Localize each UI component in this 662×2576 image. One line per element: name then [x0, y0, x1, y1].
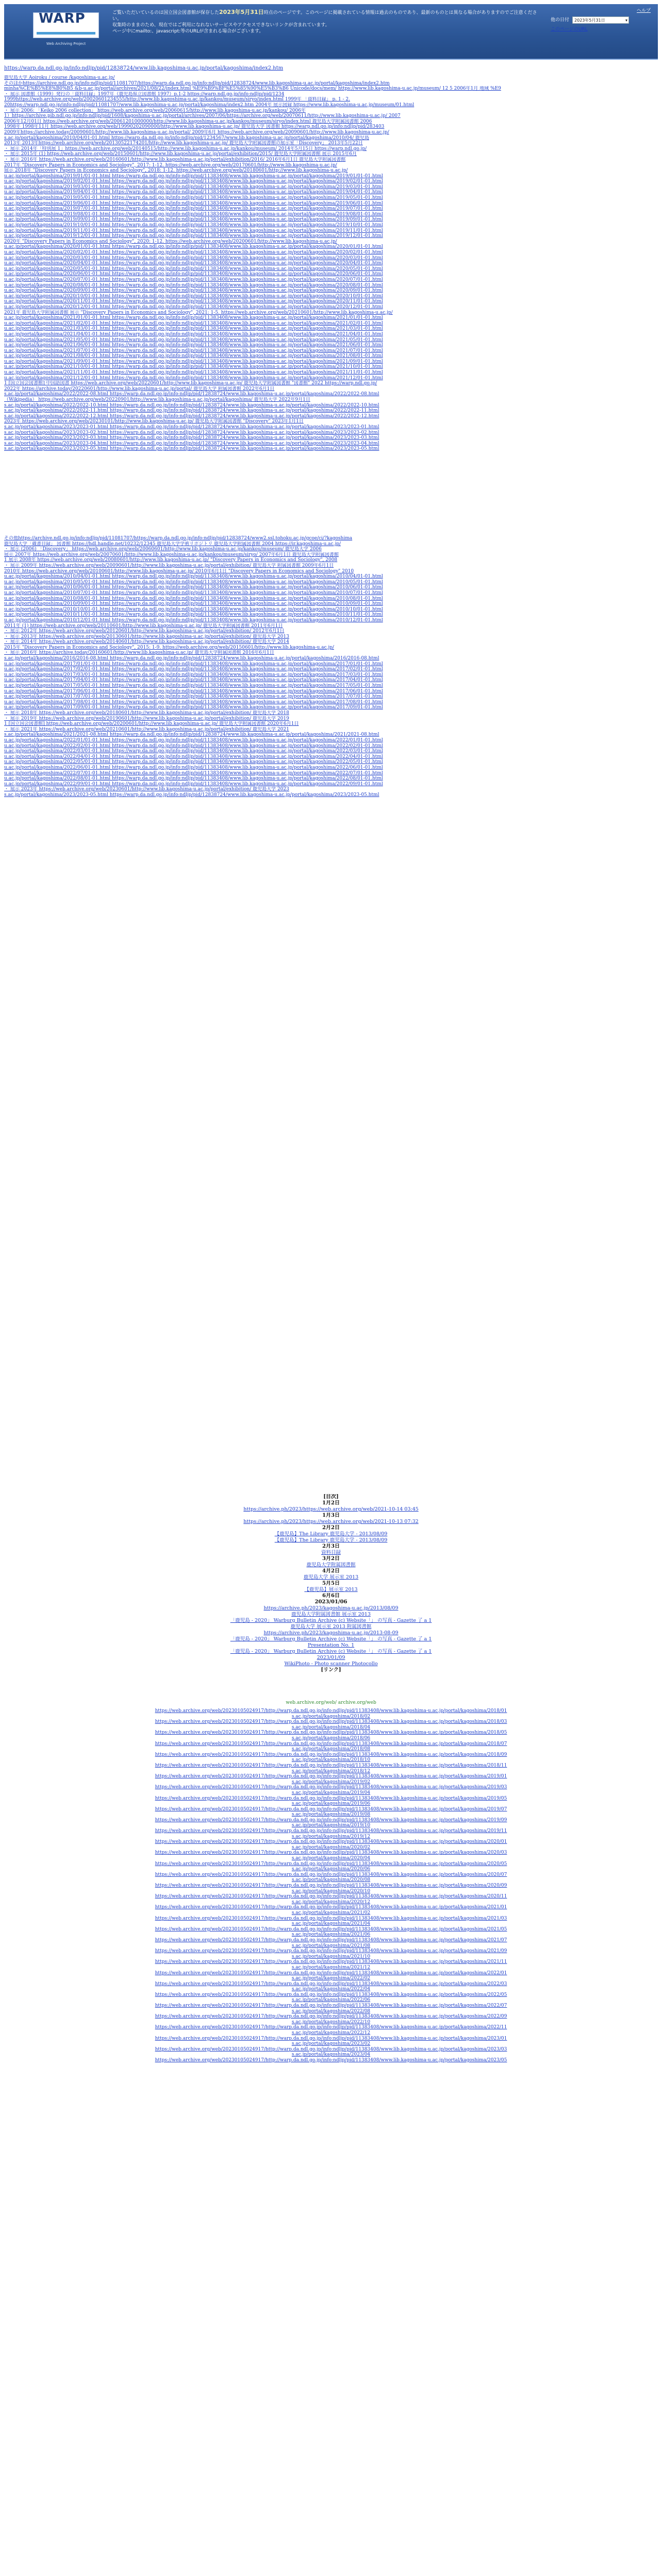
content-line[interactable]: u.ac.jp/portal/kagoshima/2020/06/01-01.html https://warp.da.ndl.go.jp/info:ndljp/pid/11383408/www.lib.kagoshima-u.ac.jp/portal/kagoshima/2020/06/01-01.html — [4, 272, 383, 277]
archive-link[interactable]: s.ac.jp/portal/kagoshima/2023/02 — [291, 2041, 371, 2047]
content-line[interactable]: 1 [国立国会図書館] 中国語図書 https://web.archive.org/web/20220601/http://www.lib.kagoshima-u.ac.jp/ 鹿児島大学附属図書館 "図書館" 2022 https://warp.ndl.go.jp/ — [4, 381, 377, 386]
content-line[interactable]: s.ac.jp/portal/kagoshima/2016/2016-08.html https://warp.da.ndl.go.jp/info:ndljp/pid/12838724/www.lib.kagoshima-u.ac.jp/portal/kagoshima/2016/2016-08.html — [4, 656, 379, 662]
content-line[interactable]: ・ 展示 2014年「特別展 1」https://web.archive.org/web/20140515/http://www.lib.kagoshima-u.ac.jp/kankou/museum/ 2014年5月15日 https://warp.ndl.go.jp/ — [4, 146, 367, 151]
content-line[interactable]: s.ac.jp/portal/kagoshima/2022/2022-11.html https://warp.da.ndl.go.jp/info:ndljp/pid/12838724/www.lib.kagoshima-u.ac.jp/portal/kagoshima/2022/2022-11.html — [4, 408, 379, 414]
archive-link[interactable]: s.ac.jp/portal/kagoshima/2023/04 — [291, 2052, 371, 2058]
content-line[interactable]: 2021年 鹿児島大学附属図書館 展示 "Discovery Papers in Economics and Sociology", 2021: 1-5. https://web.archive.org/web/20210601/http://www.lib.kagoshima-u.ac.jp/ — [4, 310, 393, 315]
content-line[interactable]: u.ac.jp/portal/kagoshima/2019/04/01-01.html https://warp.da.ndl.go.jp/info:ndljp/pid/11383408/www.lib.kagoshima-u.ac.jp/portal/kagoshima/2019/04/01-01.html — [4, 190, 383, 195]
content-line[interactable]: u.ac.jp/portal/kagoshima/2021/11/01-01.html https://warp.da.ndl.go.jp/info:ndljp/pid/11383408/www.lib.kagoshima-u.ac.jp/portal/kagoshima/2021/11/01-01.html — [4, 370, 383, 376]
archive-link[interactable]: s.ac.jp/portal/kagoshima/2021/04 — [291, 1921, 371, 1927]
content-line[interactable]: u.ac.jp/portal/kagoshima/2010/07/01-01.html https://warp.da.ndl.go.jp/info:ndljp/pid/11383408/www.lib.kagoshima-u.ac.jp/portal/kagoshima/2010/07/01-01.html — [4, 590, 383, 596]
index-link[interactable]: 「鹿児島 - 2020」 Warburg Bulletin Archive (c) Website「」 の写真 - Gazette 了 a 1 — [230, 1636, 432, 1642]
content-line[interactable]: 2011年 (1) https://web.archive.org/web/20110601/http://www.lib.kagoshima-u.ac.jp/ 鹿児島大学附属図書館 2011年6月1日 — [4, 623, 283, 629]
content-line[interactable]: u.ac.jp/portal/kagoshima/2021/02/01-01.html https://warp.da.ndl.go.jp/info:ndljp/pid/11383408/www.lib.kagoshima-u.ac.jp/portal/kagoshima/2021/02/01-01.html — [4, 320, 383, 326]
content-line[interactable]: u.ac.jp/portal/kagoshima/2019/09/01-01.html https://warp.da.ndl.go.jp/info:ndljp/pid/11383408/www.lib.kagoshima-u.ac.jp/portal/kagoshima/2019/09/01-01.html — [4, 217, 383, 223]
content-line[interactable]: u.ac.jp/portal/kagoshima/2010/08/01-01.html https://warp.da.ndl.go.jp/info:ndljp/pid/11383408/www.lib.kagoshima-u.ac.jp/portal/kagoshima/2010/08/01-01.html — [4, 596, 383, 601]
archive-link[interactable]: s.ac.jp/portal/kagoshima/2020/08 — [291, 1877, 371, 1883]
content-line[interactable]: u.ac.jp/portal/kagoshima/2017/08/01-01.html https://warp.da.ndl.go.jp/info:ndljp/pid/11383408/www.lib.kagoshima-u.ac.jp/portal/kagoshima/2017/08/01-01.html — [4, 699, 383, 705]
content-line[interactable]: 1 展示 2008年 https://web.archive.org/web/20080601/http://www.lib.kagoshima-u.ac.jp/ "Discovery Papers in Economics and Sociology", 2008 — [4, 557, 338, 563]
index-heading: [リンク] — [321, 1667, 341, 1673]
content-line[interactable]: u.ac.jp/portal/kagoshima/2022/06/01-01.html https://warp.da.ndl.go.jp/info:ndljp/pid/11383408/www.lib.kagoshima-u.ac.jp/portal/kagoshima/2022/06/01-01.html — [4, 765, 383, 770]
content-line[interactable]: u.ac.jp/portal/kagoshima/2020/09/01-01.html https://warp.da.ndl.go.jp/info:ndljp/pid/11383408/www.lib.kagoshima-u.ac.jp/portal/kagoshima/2020/09/01-01.html — [4, 288, 383, 294]
index-link[interactable]: WikiPhoto - Photo scanner Photocollo — [284, 1661, 378, 1667]
archive-link[interactable]: https://web.archive.org/web/20230105024917/http://warp.da.ndl.go.jp/info:ndljp/pid/11383408/www.lib.kagoshima-u.ac.jp/portal/kagoshima/2019/09 — [155, 1817, 507, 1823]
warp-logo[interactable] — [33, 12, 99, 38]
content-line[interactable]: u.ac.jp/portal/kagoshima/2020/03/01-01.html https://warp.da.ndl.go.jp/info:ndljp/pid/11383408/www.lib.kagoshima-u.ac.jp/portal/kagoshima/2020/03/01-01.html — [4, 255, 383, 261]
archive-link[interactable]: https://web.archive.org/web/20230105024917/http://warp.da.ndl.go.jp/info:ndljp/pid/11383408/www.lib.kagoshima-u.ac.jp/portal/kagoshima/2022/03 — [155, 1981, 507, 1987]
content-line[interactable]: 2017年 "Discovery Papers in Economics and Sociology", 2017: 1-12. https://web.archive.org/web/20170601/http://www.lib.kagoshima-u.ac.jp/ — [4, 162, 337, 168]
content-line[interactable]: ・ 展示 2021年 https://web.archive.org/web/20210601/http://www.lib.kagoshima-u.ac.jp/portal/exhibition/ 鹿児島大学 2021 — [4, 726, 289, 732]
notice-date: 2023年5月31日 — [219, 9, 264, 15]
content-line[interactable]: u.ac.jp/portal/kagoshima/2020/10/01-01.html https://warp.da.ndl.go.jp/info:ndljp/pid/11383408/www.lib.kagoshima-u.ac.jp/portal/kagoshima/2020/10/01-01.html — [4, 293, 383, 299]
archive-link[interactable]: s.ac.jp/portal/kagoshima/2021/06 — [291, 1932, 371, 1938]
archive-links-list — [0, 1708, 662, 2063]
date-select-value: 2023年5月31日 — [574, 18, 605, 23]
warp-header — [4, 4, 658, 60]
content-line[interactable]: u.ac.jp/portal/kagoshima/2020/04/01-01.html https://warp.da.ndl.go.jp/info:ndljp/pid/11383408/www.lib.kagoshima-u.ac.jp/portal/kagoshima/2020/04/01-01.html — [4, 261, 383, 266]
content-line[interactable]: 展示 2018年 "Discovery Papers in Economics and Sociology", 2018: 1-12. https://web.archive.org/web/20180601/http://www.lib.kagoshima-u.ac.jp/ — [4, 168, 348, 174]
content-line[interactable]: ・ 展示 2012年 https://web.archive.org/web/20120601/http://www.lib.kagoshima-u.ac.jp/portal/exhibition/ 2012年6月1日 — [4, 629, 285, 634]
archive-link[interactable]: https://web.archive.org/web/20230105024917/http://warp.da.ndl.go.jp/info:ndljp/pid/11383408/www.lib.kagoshima-u.ac.jp/portal/kagoshima/2022/09 — [155, 2014, 507, 2020]
help-link[interactable]: ヘルプ — [636, 8, 651, 13]
index-link[interactable]: 鹿児島大学附属図書館 — [306, 1562, 356, 1568]
index-link[interactable]: https://archive.ph/2023/https://web.archive.org/web/2021-10-14 03:45 — [243, 1506, 419, 1512]
archived-content-block-1 — [4, 75, 658, 452]
archive-link[interactable]: https://web.archive.org/web/20230105024917/http://warp.da.ndl.go.jp/info:ndljp/pid/11383408/www.lib.kagoshima-u.ac.jp/portal/kagoshima/2022/05 — [155, 1992, 507, 1997]
archive-link[interactable]: https://web.archive.org/web/20230105024917/http://warp.da.ndl.go.jp/info:ndljp/pid/11383408/www.lib.kagoshima-u.ac.jp/portal/kagoshima/2020/07 — [155, 1872, 507, 1877]
content-line[interactable]: s.ac.jp/portal/kagoshima/2023/2023-05.html https://warp.da.ndl.go.jp/info:ndljp/pid/12838724/www.lib.kagoshima-u.ac.jp/portal/kagoshima/2023/2023-05.html — [4, 446, 379, 452]
archive-link[interactable]: https://web.archive.org/web/20230105024917/http://warp.da.ndl.go.jp/info:ndljp/pid/11383408/www.lib.kagoshima-u.ac.jp/portal/kagoshima/2019/03 — [155, 1785, 507, 1790]
index-link[interactable]: 【鹿児島】The Library 鹿児島大学 - 2013/08/09 — [274, 1537, 388, 1543]
archive-link[interactable]: s.ac.jp/portal/kagoshima/2022/08 — [291, 2008, 371, 2014]
archive-link[interactable]: https://web.archive.org/web/20230105024917/http://warp.da.ndl.go.jp/info:ndljp/pid/11383408/www.lib.kagoshima-u.ac.jp/portal/kagoshima/2020/09 — [155, 1883, 507, 1888]
index-heading: 5月5日 — [322, 1581, 340, 1586]
warp-logo-subtitle: Web Archiving Project — [46, 42, 86, 46]
archive-link[interactable]: s.ac.jp/portal/kagoshima/2019/08 — [291, 1812, 371, 1818]
content-line[interactable]: u.ac.jp/portal/kagoshima/2020/05/01-01.html https://warp.da.ndl.go.jp/info:ndljp/pid/11383408/www.lib.kagoshima-u.ac.jp/portal/kagoshima/2020/05/01-01.html — [4, 266, 383, 272]
index-link[interactable]: https://archive.ph/2023/https://web.archive.org/web/2021-10-13 07:32 — [243, 1519, 419, 1524]
content-line[interactable]: u.ac.jp/portal/kagoshima/2010/12/01-01.html https://warp.da.ndl.go.jp/info:ndljp/pid/11383408/www.lib.kagoshima-u.ac.jp/portal/kagoshima/2010/12/01-01.html — [4, 617, 383, 623]
content-line[interactable]: u.ac.jp/portal/kagoshima/2019/06/01-01.html https://warp.da.ndl.go.jp/info:ndljp/pid/11383408/www.lib.kagoshima-u.ac.jp/portal/kagoshima/2019/06/01-01.html — [4, 200, 383, 206]
content-line[interactable]: 2020年 "Discovery Papers in Economics and Sociology", 2020: 1-12. https://web.archive.org/web/20200601/http://www.lib.kagoshima-u.ac.jp/ — [4, 239, 337, 244]
archive-link[interactable]: s.ac.jp/portal/kagoshima/2022/10 — [291, 2019, 371, 2025]
page-url-link[interactable]: このページのURL — [551, 27, 588, 32]
content-line[interactable]: u.ac.jp/portal/kagoshima/2017/01/01-01.html https://warp.da.ndl.go.jp/info:ndljp/pid/11383408/www.lib.kagoshima-u.ac.jp/portal/kagoshima/2017/01/01-01.html — [4, 661, 383, 667]
archive-link[interactable]: https://web.archive.org/web/20230105024917/http://warp.da.ndl.go.jp/info:ndljp/pid/11383408/www.lib.kagoshima-u.ac.jp/portal/kagoshima/2018/09 — [155, 1752, 507, 1757]
archived-page-url[interactable]: https://warp.da.ndl.go.jp/info:ndljp/pid/12838724/www.lib.kagoshima-u.ac.jp/portal/kagoshima/index2.htm — [4, 65, 284, 71]
content-line[interactable]: 20https://warp.ndl.go.jp/info:ndljp/pid/11081707/www.lib.kagoshima-u.ac.jp/portal/kagoshima/index2.htm 2004年 展示図録 https://www.lib.kagoshima-u.ac.jp/museum/01.html — [4, 102, 415, 108]
index-link[interactable]: 2023/01/09 — [317, 1655, 345, 1660]
archive-link[interactable]: https://web.archive.org/web/20230105024917/http://warp.da.ndl.go.jp/info:ndljp/pid/11383408/www.lib.kagoshima-u.ac.jp/portal/kagoshima/2021/11 — [155, 1959, 507, 1965]
content-line[interactable]: s.ac.jp/portal/kagoshima/2021/2021-08.html https://warp.da.ndl.go.jp/info:ndljp/pid/12838724/www.lib.kagoshima-u.ac.jp/portal/kagoshima/2021/2021-08.html — [4, 732, 379, 738]
content-line[interactable]: s.ac.jp/portal/kagoshima/2022/2022-12.html https://warp.da.ndl.go.jp/info:ndljp/pid/12838724/www.lib.kagoshima-u.ac.jp/portal/kagoshima/2022/2022-12.html — [4, 413, 379, 419]
content-line[interactable]: u.ac.jp/portal/kagoshima/2017/07/01-01.html https://warp.da.ndl.go.jp/info:ndljp/pid/11383408/www.lib.kagoshima-u.ac.jp/portal/kagoshima/2017/07/01-01.html — [4, 694, 383, 700]
content-line[interactable]: u.ac.jp/portal/kagoshima/2020/02/01-01.html https://warp.da.ndl.go.jp/info:ndljp/pid/11383408/www.lib.kagoshima-u.ac.jp/portal/kagoshima/2020/02/01-01.html — [4, 250, 383, 255]
index-link[interactable]: 【鹿児島】展示室 2013 — [304, 1587, 358, 1592]
content-line[interactable]: u.ac.jp/portal/kagoshima/2021/09/01-01.html https://warp.da.ndl.go.jp/info:ndljp/pid/11383408/www.lib.kagoshima-u.ac.jp/portal/kagoshima/2021/09/01-01.html — [4, 359, 383, 364]
archive-link[interactable]: s.ac.jp/portal/kagoshima/2019/10 — [291, 1823, 371, 1828]
content-line[interactable]: u.ac.jp/portal/kagoshima/2020/01/01-01.html https://warp.da.ndl.go.jp/info:ndljp/pid/11383408/www.lib.kagoshima-u.ac.jp/portal/kagoshima/2020/01/01-01.html — [4, 244, 383, 250]
content-line[interactable]: u.ac.jp/portal/kagoshima/2021/07/01-01.html https://warp.da.ndl.go.jp/info:ndljp/pid/11383408/www.lib.kagoshima-u.ac.jp/portal/kagoshima/2021/07/01-01.html — [4, 348, 383, 353]
content-line[interactable]: u.ac.jp/portal/kagoshima/2021/10/01-01.html https://warp.da.ndl.go.jp/info:ndljp/pid/11383408/www.lib.kagoshima-u.ac.jp/portal/kagoshima/2021/10/01-01.html — [4, 364, 383, 370]
content-line[interactable]: u.ac.jp/portal/kagoshima/2019/12/01-01.html https://warp.da.ndl.go.jp/info:ndljp/pid/11383408/www.lib.kagoshima-u.ac.jp/portal/kagoshima/2019/12/01-01.html — [4, 233, 383, 239]
archive-link[interactable]: s.ac.jp/portal/kagoshima/2018/12 — [291, 1768, 371, 1774]
notice-text-3: ページ中にmailto:、javascript:等のURLが含まれる場合がございます。 — [112, 29, 264, 34]
content-line[interactable]: u.ac.jp/portal/kagoshima/2020/08/01-01.html https://warp.da.ndl.go.jp/info:ndljp/pid/11383408/www.lib.kagoshima-u.ac.jp/portal/kagoshima/2020/08/01-01.html — [4, 282, 383, 288]
content-line[interactable]: u.ac.jp/portal/kagoshima/2017/09/01-01.html https://warp.da.ndl.go.jp/info:ndljp/pid/11383408/www.lib.kagoshima-u.ac.jp/portal/kagoshima/2017/09/01-01.html — [4, 705, 383, 710]
content-line[interactable]: ・ 展示 2023年 https://web.archive.org/web/20230601/http://www.lib.kagoshima-u.ac.jp/portal/exhibition/ 鹿児島大学 2023 — [4, 787, 289, 792]
content-line[interactable]: u.ac.jp/portal/kagoshima/2020/12/01-01.html https://warp.da.ndl.go.jp/info:ndljp/pid/11383408/www.lib.kagoshima-u.ac.jp/portal/kagoshima/2020/12/01-01.html — [4, 304, 383, 310]
content-line[interactable]: ・ 展示 (2006) 「Discovery」 https://web.archive.org/web/20060601/http://www.lib.kagoshima-u.ac.jp/kankou/museum/ 鹿児島大学 2006 — [4, 547, 322, 552]
content-line[interactable]: 2006年12月01日 https://web.archive.org/web/20061201000000/http://www.lib.kagoshima-u.ac.jp/kankou/museum/siryo/index.html 鹿児島大学附属図書館 2006 — [4, 118, 372, 124]
notice-text-2: 収集時のままのため、現在ではご利用になれないサービスやアクセスできないリンクが含まれています。 — [112, 23, 330, 28]
content-line[interactable]: u.ac.jp/portal/kagoshima/2022/02/01-01.html https://warp.da.ndl.go.jp/info:ndljp/pid/11383408/www.lib.kagoshima-u.ac.jp/portal/kagoshima/2022/02/01-01.html — [4, 743, 383, 749]
index-link[interactable]: 「鹿児島 - 2020」 Warburg Bulletin Archive (c) Website「」 の写真 - Gazette 了 a 1 — [230, 1649, 432, 1654]
other-dates-label: 他の日付 — [551, 17, 570, 23]
content-line[interactable]: ・ 展示 2009年 https://web.archive.org/web/20090601/http://www.lib.kagoshima-u.ac.jp/portal/exhibition/ 鹿児島大学 附属図書館 2009年6月1日 — [4, 563, 334, 568]
archive-link[interactable]: https://web.archive.org/web/20230105024917/http://warp.da.ndl.go.jp/info:ndljp/pid/11383408/www.lib.kagoshima-u.ac.jp/portal/kagoshima/2020/01 — [155, 1839, 507, 1845]
archive-link[interactable]: https://web.archive.org/web/20230105024917/http://warp.da.ndl.go.jp/info:ndljp/pid/11383408/www.lib.kagoshima-u.ac.jp/portal/kagoshima/2021/05 — [155, 1926, 507, 1932]
index-link[interactable]: https://archive.ph/2023/kagoshima-u.ac.jp/2013/08/09 — [263, 1605, 399, 1611]
archive-link[interactable]: s.ac.jp/portal/kagoshima/2021/12 — [291, 1964, 371, 1970]
archive-link[interactable]: s.ac.jp/portal/kagoshima/2021/10 — [291, 1954, 371, 1959]
index-link[interactable]: 鹿児島大学附属図書館 展示室 2013 — [291, 1612, 371, 1617]
archive-link[interactable]: s.ac.jp/portal/kagoshima/2019/06 — [291, 1801, 371, 1807]
content-line[interactable]: u.ac.jp/portal/kagoshima/2019/11/01-01.html https://warp.da.ndl.go.jp/info:ndljp/pid/11383408/www.lib.kagoshima-u.ac.jp/portal/kagoshima/2019/11/01-01.html — [4, 228, 383, 233]
content-line[interactable]: u.ac.jp/portal/kagoshima/2019/03/01-01.html https://warp.da.ndl.go.jp/info:ndljp/pid/11383408/www.lib.kagoshima-u.ac.jp/portal/kagoshima/2019/03/01-01.html — [4, 184, 383, 190]
index-heading: 2023/01/06 — [315, 1599, 347, 1605]
content-line[interactable]: そのほかhttps://archive.ndl.go.jp/info:ndljp/pid/11081707/https://warp.da.ndl.go.jp/info:ndljp/pid/12838724/www.lib.kagoshima-u.ac.jp/portal/kagoshima/index2.htm — [4, 80, 390, 86]
archive-link[interactable]: https://web.archive.org/web/20230105024917/http://warp.da.ndl.go.jp/info:ndljp/pid/11383408/www.lib.kagoshima-u.ac.jp/portal/kagoshima/2019/07 — [155, 1806, 507, 1812]
archive-source-label: web.archive.org/web/ archive.org/web — [286, 1700, 376, 1705]
content-line[interactable]: s.ac.jp/portal/kagoshima/2023/2023-04.html https://warp.da.ndl.go.jp/info:ndljp/pid/12838724/www.lib.kagoshima-u.ac.jp/portal/kagoshima/2023/2023-04.html — [4, 440, 379, 446]
content-line[interactable]: u.ac.jp/portal/kagoshima/2019/02/01-01.html https://warp.da.ndl.go.jp/info:ndljp/pid/11383408/www.lib.kagoshima-u.ac.jp/portal/kagoshima/2019/02/01-01.html — [4, 179, 383, 184]
content-line[interactable]: 1 [国立国会図書館] https://web.archive.org/web/20200601/http://www.lib.kagoshima-u.ac.jp/ 鹿児島大学附属図書館 2020年6月1日 — [4, 721, 299, 727]
archive-link[interactable]: https://web.archive.org/web/20230105024917/http://warp.da.ndl.go.jp/info:ndljp/pid/11383408/www.lib.kagoshima-u.ac.jp/portal/kagoshima/2022/11 — [155, 2025, 507, 2030]
archive-link[interactable]: s.ac.jp/portal/kagoshima/2019/12 — [291, 1834, 371, 1839]
archive-link[interactable]: https://web.archive.org/web/20230105024917/http://warp.da.ndl.go.jp/info:ndljp/pid/11383408/www.lib.kagoshima-u.ac.jp/portal/kagoshima/2018/11 — [155, 1762, 507, 1768]
archive-link[interactable]: https://web.archive.org/web/20230105024917/http://warp.da.ndl.go.jp/info:ndljp/pid/11383408/www.lib.kagoshima-u.ac.jp/portal/kagoshima/2022/01 — [155, 1970, 507, 1976]
content-line[interactable]: u.ac.jp/portal/kagoshima/2017/05/01-01.html https://warp.da.ndl.go.jp/info:ndljp/pid/11383408/www.lib.kagoshima-u.ac.jp/portal/kagoshima/2017/05/01-01.html — [4, 683, 383, 689]
content-line[interactable]: 1999https://web.archive.org/web/20020601234555/http://www.lib.kagoshima-u.ac.jp/kankou/museum/siryo/index.html 1999年 「資料目録」 p. 1 - 2. — [4, 97, 351, 103]
archive-notice — [112, 9, 540, 35]
content-line[interactable]: u.ac.jp/portal/kagoshima/2010/05/01-01.html https://warp.da.ndl.go.jp/info:ndljp/pid/11383408/www.lib.kagoshima-u.ac.jp/portal/kagoshima/2010/05/01-01.html — [4, 579, 383, 585]
content-line[interactable]: ・ 展示 図書館（1999）発行の「資料目録」1997年（鹿児島県立図書館 1997）p.1-2 https://warp.ndl.go.jp/info:ndljp/pid/1234 — [4, 91, 285, 97]
archive-link[interactable]: s.ac.jp/portal/kagoshima/2019/02 — [291, 1779, 371, 1785]
content-line[interactable]: u.ac.jp/portal/kagoshima/2022/08/01-01.html https://warp.da.ndl.go.jp/info:ndljp/pid/11383408/www.lib.kagoshima-u.ac.jp/portal/kagoshima/2022/08/01-01.html — [4, 776, 383, 782]
content-line[interactable]: u.ac.jp/portal/kagoshima/2020/11/01-01.html https://warp.da.ndl.go.jp/info:ndljp/pid/11383408/www.lib.kagoshima-u.ac.jp/portal/kagoshima/2020/11/01-01.html — [4, 299, 383, 304]
content-line[interactable]: minha%CE%B5%E8%B0%B5 &b-u.ac.jp/portal/archives/2021/08/22/index.html %E9%B9%BF%E5%85%90%E5%B3%B6 Unicode/docs/mem/ https://www.lib.kagoshima-u.ac.jp/museum/ 12 5 2006年1月 地域 %E9 — [4, 86, 501, 92]
content-line[interactable]: u.ac.jp/portal/kagoshima/2019/05/01-01.html https://warp.da.ndl.go.jp/info:ndljp/pid/11383408/www.lib.kagoshima-u.ac.jp/portal/kagoshima/2019/05/01-01.html — [4, 195, 383, 201]
content-line[interactable]: u.ac.jp/portal/kagoshima/2021/04/01-01.html https://warp.da.ndl.go.jp/info:ndljp/pid/11383408/www.lib.kagoshima-u.ac.jp/portal/kagoshima/2021/04/01-01.html — [4, 331, 383, 337]
archive-link[interactable]: https://web.archive.org/web/20230105024917/http://warp.da.ndl.go.jp/info:ndljp/pid/11383408/www.lib.kagoshima-u.ac.jp/portal/kagoshima/2021/07 — [155, 1937, 507, 1943]
notice-text-1: ご覧いただいているのは国立国会図書館が保存した — [112, 10, 220, 15]
index-link[interactable]: https://archive.ph/2023/kagoshima-u.ac.jp/2013-08-09 — [263, 1630, 399, 1636]
index-link[interactable]: 資料目録 — [321, 1550, 341, 1555]
archive-link[interactable]: s.ac.jp/portal/kagoshima/2018/08 — [291, 1747, 371, 1752]
archive-link[interactable]: s.ac.jp/portal/kagoshima/2020/12 — [291, 1899, 371, 1905]
index-link[interactable]: 鹿児島大学 展示室 2013 附属図書館 — [290, 1624, 372, 1630]
content-line[interactable]: u.ac.jp/portal/kagoshima/2010/11/01-01.html https://warp.da.ndl.go.jp/info:ndljp/pid/11383408/www.lib.kagoshima-u.ac.jp/portal/kagoshima/2010/11/01-01.html — [4, 612, 383, 618]
archived-content-block-2 — [4, 536, 658, 798]
archive-link[interactable]: s.ac.jp/portal/kagoshima/2022/02 — [291, 1976, 371, 1981]
date-tools — [551, 16, 654, 32]
archive-link[interactable]: s.ac.jp/portal/kagoshima/2018/06 — [291, 1735, 371, 1741]
content-line[interactable]: s.ac.jp/portal/kagoshima/2023/2023-02.html https://warp.da.ndl.go.jp/info:ndljp/pid/12838724/www.lib.kagoshima-u.ac.jp/portal/kagoshima/2023/2023-02.html — [4, 430, 379, 435]
index-link[interactable]: 鹿児島大学 展示室 2013 — [303, 1574, 359, 1580]
content-line[interactable]: ・ 展示 2015年 (1) https://web.archive.org/web/20150601/http://www.lib.kagoshima-u.ac.jp/portal/exhibition/2015/ 鹿児島大学附属図書館 展示 2015年6月 — [4, 151, 357, 157]
index-heading: 1月2日 — [322, 1500, 340, 1506]
content-line[interactable]: s.ac.jp/portal/kagoshima/2010/04/01-01.html https://warp.da.ndl.go.jp/info:ndljp/pid/1234567/www.lib.kagoshima-u.ac.jp/portal/kagoshima/2010/04/ 鹿児島 — [4, 135, 370, 141]
content-line[interactable]: u.ac.jp/portal/kagoshima/2019/01/01-01.html https://warp.da.ndl.go.jp/info:ndljp/pid/11383408/www.lib.kagoshima-u.ac.jp/portal/kagoshima/2019/01/01-01.html — [4, 173, 383, 179]
content-line[interactable]: s.ac.jp/portal/kagoshima/2023/2023-01.html https://warp.da.ndl.go.jp/info:ndljp/pid/12838724/www.lib.kagoshima-u.ac.jp/portal/kagoshima/2023/2023-01.html — [4, 425, 379, 430]
archive-link[interactable]: s.ac.jp/portal/kagoshima/2018/10 — [291, 1757, 371, 1763]
content-line[interactable]: ・ 展示 2006: 「Keiko 2006 collection」 https://web.archive.org/web/20060615/http://www.lib.kagoshima-u.ac.jp/kankou/ 2006年 — [4, 108, 306, 113]
warp-logo-bar — [37, 32, 95, 35]
archive-link[interactable]: https://web.archive.org/web/20230105024917/http://warp.da.ndl.go.jp/info:ndljp/pid/11383408/www.lib.kagoshima-u.ac.jp/portal/kagoshima/2018/07 — [155, 1741, 507, 1747]
content-line[interactable]: ・ 展示 2018年 https://web.archive.org/web/20180601/http://www.lib.kagoshima-u.ac.jp/portal/exhibition/ 鹿児島大学 2018 — [4, 710, 289, 716]
content-line[interactable]: s.ac.jp/portal/kagoshima/2023/2023-05.html https://warp.da.ndl.go.jp/info:ndljp/pid/12838724/www.lib.kagoshima-u.ac.jp/portal/kagoshima/2023/2023-05.html — [4, 792, 379, 798]
content-line[interactable]: u.ac.jp/portal/kagoshima/2021/05/01-01.html https://warp.da.ndl.go.jp/info:ndljp/pid/11383408/www.lib.kagoshima-u.ac.jp/portal/kagoshima/2021/05/01-01.html — [4, 337, 383, 343]
index-heading: 3月2日 — [322, 1556, 340, 1562]
content-line[interactable]: s.ac.jp/portal/kagoshima/2022/2022-08.html https://warp.da.ndl.go.jp/info:ndljp/pid/12838724/www.lib.kagoshima-u.ac.jp/portal/kagoshima/2022/2022-08.html — [4, 392, 379, 397]
archive-link[interactable]: s.ac.jp/portal/kagoshima/2020/02 — [291, 1844, 371, 1850]
content-line[interactable]: u.ac.jp/portal/kagoshima/2021/06/01-01.html https://warp.da.ndl.go.jp/info:ndljp/pid/11383408/www.lib.kagoshima-u.ac.jp/portal/kagoshima/2021/06/01-01.html — [4, 343, 383, 348]
content-line[interactable]: 2022年 https://archive.today/20220601/http://www.lib.kagoshima-u.ac.jp/portal/ 鹿児島大学 附属図書館 2022年6月1日 — [4, 386, 275, 392]
archive-link[interactable]: s.ac.jp/portal/kagoshima/2022/06 — [291, 1997, 371, 2003]
archive-link[interactable]: s.ac.jp/portal/kagoshima/2019/04 — [291, 1790, 371, 1795]
index-heading: 6月6日 — [322, 1593, 340, 1599]
archive-link[interactable]: s.ac.jp/portal/kagoshima/2020/04 — [291, 1856, 371, 1861]
content-line[interactable]: u.ac.jp/portal/kagoshima/2021/03/01-01.html https://warp.da.ndl.go.jp/info:ndljp/pid/11383408/www.lib.kagoshima-u.ac.jp/portal/kagoshima/2021/03/01-01.html — [4, 326, 383, 332]
content-line[interactable]: u.ac.jp/portal/kagoshima/2022/05/01-01.html https://warp.da.ndl.go.jp/info:ndljp/pid/11383408/www.lib.kagoshima-u.ac.jp/portal/kagoshima/2022/05/01-01.html — [4, 759, 383, 765]
index-heading: 4月2日 — [322, 1568, 340, 1574]
content-line[interactable]: ・ 展示 2019年 https://web.archive.org/web/20190601/http://www.lib.kagoshima-u.ac.jp/portal/exhibition/ 鹿児島大学 2019 — [4, 716, 289, 721]
content-line[interactable]: u.ac.jp/portal/kagoshima/2010/10/01-01.html https://warp.da.ndl.go.jp/info:ndljp/pid/11383408/www.lib.kagoshima-u.ac.jp/portal/kagoshima/2010/10/01-01.html — [4, 606, 383, 612]
content-line[interactable]: 1）https://archive.pib.ndl.go.jp/info:ndljp/pid/1608/kagoshima-u.ac.jp/portal/archives/2007/06/https://archive.org/web/20070611/http://www.lib.kagoshima-u.ac.jp/ 2007 — [4, 113, 401, 119]
content-line[interactable]: 2015年 "Discovery Papers in Economics and Sociology", 2015: 1-9. https://web.archive.org/web/20150601/http://www.lib.kagoshima-u.ac.jp/ — [4, 645, 334, 650]
archive-link[interactable]: https://web.archive.org/web/20230105024917/http://warp.da.ndl.go.jp/info:ndljp/pid/11383408/www.lib.kagoshima-u.ac.jp/portal/kagoshima/2021/01 — [155, 1905, 507, 1910]
content-line[interactable]: その他https://archive.ndl.go.jp/info:ndljp/pid/11081707/https://warp.da.ndl.go.jp/info:ndljp/pid/12838724/www2.ssl.tohoku.ac.jp/gcoe/ci/?kagoshima — [4, 536, 353, 541]
archive-link[interactable]: https://web.archive.org/web/20230105024917/http://warp.da.ndl.go.jp/info:ndljp/pid/11383408/www.lib.kagoshima-u.ac.jp/portal/kagoshima/2021/09 — [155, 1948, 507, 1954]
content-line[interactable]: 展示 2007年 https://web.archive.org/web/20070601/http://www.lib.kagoshima-u.ac.jp/kankou/museum/siryo/ 2007年6月1日 鹿児島大学附属図書館 — [4, 552, 339, 557]
content-line[interactable]: s.ac.jp/portal/kagoshima/2022/2022-10.html https://warp.da.ndl.go.jp/info:ndljp/pid/12838724/www.lib.kagoshima-u.ac.jp/portal/kagoshima/2022/2022-10.html — [4, 402, 379, 408]
content-line[interactable]: 2023年 https://web.archive.org/web/20230101/http://www.lib.kagoshima-u.ac.jp/ 鹿児島大学附属図書館 "Discovery" 2023年1月1日 — [4, 419, 304, 425]
content-line[interactable]: u.ac.jp/portal/kagoshima/2022/04/01-01.html https://warp.da.ndl.go.jp/info:ndljp/pid/11383408/www.lib.kagoshima-u.ac.jp/portal/kagoshima/2022/04/01-01.html — [4, 754, 383, 759]
content-line[interactable]: u.ac.jp/portal/kagoshima/2010/09/01-01.html https://warp.da.ndl.go.jp/info:ndljp/pid/11383408/www.lib.kagoshima-u.ac.jp/portal/kagoshima/2010/09/01-01.html — [4, 601, 383, 607]
archive-link[interactable]: https://web.archive.org/web/20230105024917/http://warp.da.ndl.go.jp/info:ndljp/pid/11383408/www.lib.kagoshima-u.ac.jp/portal/kagoshima/2022/07 — [155, 2003, 507, 2009]
content-line[interactable]: u.ac.jp/portal/kagoshima/2017/02/01-01.html https://warp.da.ndl.go.jp/info:ndljp/pid/11383408/www.lib.kagoshima-u.ac.jp/portal/kagoshima/2017/02/01-01.html — [4, 667, 383, 672]
archive-link[interactable]: https://web.archive.org/web/20230105024917/http://warp.da.ndl.go.jp/info:ndljp/pid/11383408/www.lib.kagoshima-u.ac.jp/portal/kagoshima/2023/03 — [155, 2046, 507, 2052]
content-line[interactable]: 2013年 2013年https://web.archive.org/web/20130522174201/http://www.lib.kagoshima-u.ac.jp/ 鹿児島大学附属図書館の展示室「Discovery」 2013年5月22日 — [4, 141, 363, 146]
notice-text-1b: 時点のページです。このページに掲載されている情報は過去のものであり、最新のものとは異なる場合がありますのでご注意ください。 — [112, 10, 537, 22]
archive-link[interactable]: s.ac.jp/portal/kagoshima/2022/04 — [291, 1987, 371, 1992]
archive-link[interactable]: s.ac.jp/portal/kagoshima/2020/06 — [291, 1867, 371, 1872]
archive-index-list — [0, 1494, 662, 1673]
archive-link[interactable]: https://web.archive.org/web/20230105024917/http://warp.da.ndl.go.jp/info:ndljp/pid/11383408/www.lib.kagoshima-u.ac.jp/portal/kagoshima/2019/01 — [155, 1774, 507, 1780]
archive-link[interactable]: s.ac.jp/portal/kagoshima/2022/12 — [291, 2030, 371, 2036]
content-line[interactable]: ・ 展示 2014年 https://web.archive.org/web/20140601/http://www.lib.kagoshima-u.ac.jp/portal/exhibition/ 鹿児島大学 2014 — [4, 639, 289, 645]
archive-link[interactable]: https://web.archive.org/web/20230105024917/http://warp.da.ndl.go.jp/info:ndljp/pid/11383408/www.lib.kagoshima-u.ac.jp/portal/kagoshima/2018/01 — [155, 1708, 507, 1714]
date-select[interactable] — [572, 16, 629, 24]
archive-link[interactable]: https://web.archive.org/web/20230105024917/http://warp.da.ndl.go.jp/info:ndljp/pid/11383408/www.lib.kagoshima-u.ac.jp/portal/kagoshima/2020/05 — [155, 1861, 507, 1867]
archive-link[interactable]: s.ac.jp/portal/kagoshima/2021/02 — [291, 1910, 371, 1916]
index-heading: 1月3日 — [322, 1513, 340, 1518]
content-line[interactable]: u.ac.jp/portal/kagoshima/2022/09/01-01.html https://warp.da.ndl.go.jp/info:ndljp/pid/11383408/www.lib.kagoshima-u.ac.jp/portal/kagoshima/2022/09/01-01.html — [4, 781, 383, 787]
index-heading: [目次] — [323, 1494, 339, 1500]
content-line[interactable]: u.ac.jp/portal/kagoshima/2020/07/01-01.html https://warp.da.ndl.go.jp/info:ndljp/pid/11383408/www.lib.kagoshima-u.ac.jp/portal/kagoshima/2020/07/01-01.html — [4, 277, 383, 282]
content-line[interactable]: s.ac.jp/portal/kagoshima/2023/2023-03.html https://warp.da.ndl.go.jp/info:ndljp/pid/12838724/www.lib.kagoshima-u.ac.jp/portal/kagoshima/2023/2023-03.html — [4, 435, 379, 441]
content-line[interactable]: u.ac.jp/portal/kagoshima/2019/07/01-01.html https://warp.da.ndl.go.jp/info:ndljp/pid/11383408/www.lib.kagoshima-u.ac.jp/portal/kagoshima/2019/07/01-01.html — [4, 206, 383, 212]
content-line[interactable]: ・ 展示 2016年 https://web.archive.org/web/20160601/http://www.lib.kagoshima-u.ac.jp/portal/exhibition/2016/ 2016年6月1日 鹿児島大学附属図書館 — [4, 157, 346, 162]
content-line[interactable]: ・ 展示 2016年 https://archive.today/20160601/http://www.lib.kagoshima-u.ac.jp/ 鹿児島大学附属図書館 2016年6月1日 — [4, 650, 274, 656]
archive-link[interactable]: https://web.archive.org/web/20230105024917/http://warp.da.ndl.go.jp/info:ndljp/pid/11383408/www.lib.kagoshima-u.ac.jp/portal/kagoshima/2020/11 — [155, 1894, 507, 1900]
content-line[interactable]: 鹿児島大学「蔵書目録」 図書館 https://hdl.handle.net/10232/12345 鹿児島大学学術リポジトリ 鹿児島大学附属図書館 2004 https://ir.kagoshima-u.ac.jp/ — [4, 541, 341, 547]
index-heading: 2月3日 — [322, 1544, 340, 1549]
content-line[interactable]: u.ac.jp/portal/kagoshima/2010/06/01-01.html https://warp.da.ndl.go.jp/info:ndljp/pid/11383408/www.lib.kagoshima-u.ac.jp/portal/kagoshima/2010/06/01-01.html — [4, 585, 383, 590]
content-line[interactable]: u.ac.jp/portal/kagoshima/2021/08/01-01.html https://warp.da.ndl.go.jp/info:ndljp/pid/11383408/www.lib.kagoshima-u.ac.jp/portal/kagoshima/2021/08/01-01.html — [4, 353, 383, 359]
archive-link[interactable]: s.ac.jp/portal/kagoshima/2020/10 — [291, 1888, 371, 1894]
warp-logo-text: WARP — [39, 11, 86, 26]
index-link[interactable]: Presentation No. 1 — [307, 1642, 355, 1648]
content-line[interactable]: u.ac.jp/portal/kagoshima/2017/06/01-01.html https://warp.da.ndl.go.jp/info:ndljp/pid/11383408/www.lib.kagoshima-u.ac.jp/portal/kagoshima/2017/06/01-01.html — [4, 688, 383, 694]
index-link[interactable]: 「鹿児島 - 2020」 Warburg Bulletin Archive (c) Website「」 の写真 - Gazette 了 a 1 — [230, 1618, 432, 1623]
chevron-down-icon: ▾ — [625, 18, 628, 23]
archive-link[interactable]: https://web.archive.org/web/20230105024917/http://warp.da.ndl.go.jp/info:ndljp/pid/11383408/www.lib.kagoshima-u.ac.jp/portal/kagoshima/2018/05 — [155, 1730, 507, 1736]
content-line[interactable]: u.ac.jp/portal/kagoshima/2021/12/01-01.html https://warp.da.ndl.go.jp/info:ndljp/pid/11383408/www.lib.kagoshima-u.ac.jp/portal/kagoshima/2021/12/01-01.html — [4, 375, 383, 381]
archive-link[interactable]: https://web.archive.org/web/20230105024917/http://warp.da.ndl.go.jp/info:ndljp/pid/11383408/www.lib.kagoshima-u.ac.jp/portal/kagoshima/2019/11 — [155, 1828, 507, 1834]
archive-link[interactable]: https://web.archive.org/web/20230105024917/http://warp.da.ndl.go.jp/info:ndljp/pid/11383408/www.lib.kagoshima-u.ac.jp/portal/kagoshima/2023/01 — [155, 2036, 507, 2041]
archive-link[interactable]: s.ac.jp/portal/kagoshima/2018/04 — [291, 1724, 371, 1730]
content-line[interactable]: 鹿児島大学 Aoiroku / course /kagoshima-u.ac.jp/ — [4, 75, 115, 80]
content-line[interactable]: （Wikipedia） https://web.archive.org/web/20220901/http://www.lib.kagoshima-u.ac.jp/portal/kagoshima/ 鹿児島大学 2022年9月1日 — [4, 397, 310, 403]
archive-link[interactable]: https://web.archive.org/web/20230105024917/http://warp.da.ndl.go.jp/info:ndljp/pid/11383408/www.lib.kagoshima-u.ac.jp/portal/kagoshima/2019/05 — [155, 1795, 507, 1801]
archive-link[interactable]: https://web.archive.org/web/20230105024917/http://warp.da.ndl.go.jp/info:ndljp/pid/11383408/www.lib.kagoshima-u.ac.jp/portal/kagoshima/2020/03 — [155, 1850, 507, 1856]
content-line[interactable]: 2010年 https://web.archive.org/web/20100601/http://www.lib.kagoshima-u.ac.jp/ 2010年6月1日 "Discovery Papers in Economics and Sociology" 2010 — [4, 568, 354, 574]
content-line[interactable]: u.ac.jp/portal/kagoshima/2021/01/01-01.html https://warp.da.ndl.go.jp/info:ndljp/pid/11383408/www.lib.kagoshima-u.ac.jp/portal/kagoshima/2021/01/01-01.html — [4, 315, 383, 321]
archive-link[interactable]: s.ac.jp/portal/kagoshima/2018/02 — [291, 1714, 371, 1719]
content-line[interactable]: u.ac.jp/portal/kagoshima/2019/08/01-01.html https://warp.da.ndl.go.jp/info:ndljp/pid/11383408/www.lib.kagoshima-u.ac.jp/portal/kagoshima/2019/08/01-01.html — [4, 211, 383, 217]
archive-link[interactable]: https://web.archive.org/web/20230105024917/http://warp.da.ndl.go.jp/info:ndljp/pid/11383408/www.lib.kagoshima-u.ac.jp/portal/kagoshima/2023/05 — [155, 2058, 507, 2063]
content-line[interactable]: u.ac.jp/portal/kagoshima/2022/01/01-01.html https://warp.da.ndl.go.jp/info:ndljp/pid/11383408/www.lib.kagoshima-u.ac.jp/portal/kagoshima/2022/01/01-01.html — [4, 737, 383, 743]
archive-link[interactable]: https://web.archive.org/web/20230105024917/http://warp.da.ndl.go.jp/info:ndljp/pid/11383408/www.lib.kagoshima-u.ac.jp/portal/kagoshima/2018/03 — [155, 1719, 507, 1725]
content-line[interactable]: 1998年 1998年11月 https://web.archive.org/web/19990202090000/http://www.lib.kagoshima-u.ac.jp/ 鹿児島大学 図書館 https://warp.ndl.go.jp/info:ndljp/pid/283403 — [4, 124, 385, 130]
content-line[interactable]: u.ac.jp/portal/kagoshima/2010/04/01-01.html https://warp.da.ndl.go.jp/info:ndljp/pid/11383408/www.lib.kagoshima-u.ac.jp/portal/kagoshima/2010/04/01-01.html — [4, 574, 383, 580]
content-line[interactable]: 2009年https://archive.today/20090601/http://www.lib.kagoshima-u.ac.jp/portal/ 2009年6月 https://web.archive.org/web/20090601/http://www.lib.kagoshima-u.ac.jp/ — [4, 129, 389, 135]
archive-link[interactable]: https://web.archive.org/web/20230105024917/http://warp.da.ndl.go.jp/info:ndljp/pid/11383408/www.lib.kagoshima-u.ac.jp/portal/kagoshima/2021/03 — [155, 1916, 507, 1921]
index-link[interactable]: 【鹿児島】The Library 鹿児島大学 - 2013/08/09 — [274, 1531, 388, 1537]
content-line[interactable]: u.ac.jp/portal/kagoshima/2022/07/01-01.html https://warp.da.ndl.go.jp/info:ndljp/pid/11383408/www.lib.kagoshima-u.ac.jp/portal/kagoshima/2022/07/01-01.html — [4, 770, 383, 776]
content-line[interactable]: u.ac.jp/portal/kagoshima/2017/04/01-01.html https://warp.da.ndl.go.jp/info:ndljp/pid/11383408/www.lib.kagoshima-u.ac.jp/portal/kagoshima/2017/04/01-01.html — [4, 677, 383, 683]
content-line[interactable]: u.ac.jp/portal/kagoshima/2017/03/01-01.html https://warp.da.ndl.go.jp/info:ndljp/pid/11383408/www.lib.kagoshima-u.ac.jp/portal/kagoshima/2017/03/01-01.html — [4, 672, 383, 677]
content-line[interactable]: u.ac.jp/portal/kagoshima/2019/10/01-01.html https://warp.da.ndl.go.jp/info:ndljp/pid/11383408/www.lib.kagoshima-u.ac.jp/portal/kagoshima/2019/10/01-01.html — [4, 223, 383, 228]
content-line[interactable]: ・ 展示 2013年 https://web.archive.org/web/20130601/http://www.lib.kagoshima-u.ac.jp/portal/exhibition/ 鹿児島大学 2013 — [4, 634, 289, 639]
archive-link[interactable]: s.ac.jp/portal/kagoshima/2021/08 — [291, 1943, 371, 1948]
content-line[interactable]: u.ac.jp/portal/kagoshima/2022/03/01-01.html https://warp.da.ndl.go.jp/info:ndljp/pid/11383408/www.lib.kagoshima-u.ac.jp/portal/kagoshima/2022/03/01-01.html — [4, 749, 383, 754]
index-heading: 2月2日 — [322, 1525, 340, 1531]
